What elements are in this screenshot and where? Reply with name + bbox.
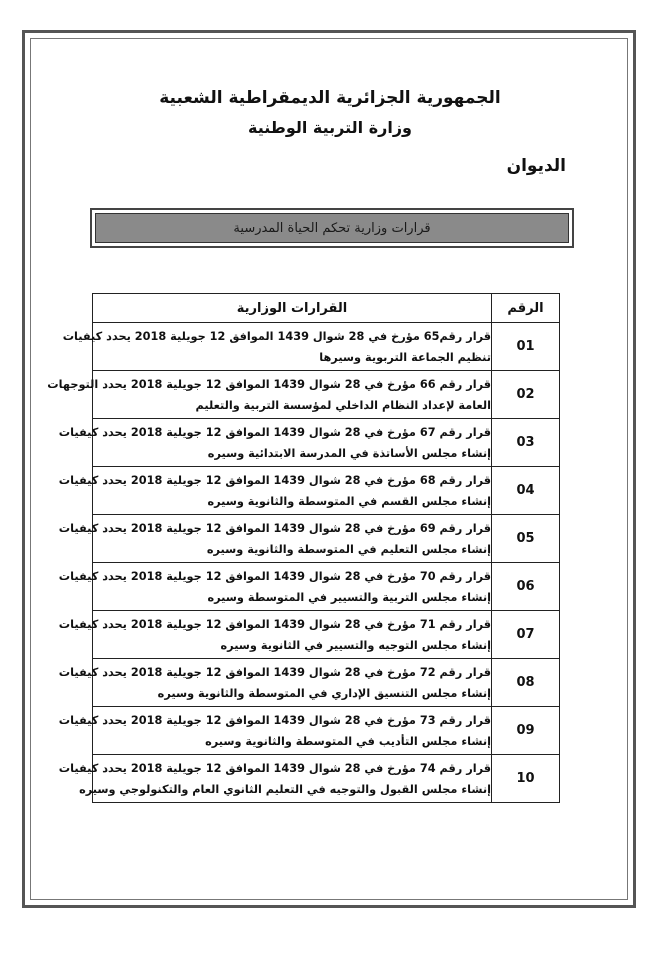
table-row <box>93 323 560 371</box>
decision-line-2: إنشاء مجلس التعليم في المتوسطة والثانوية وسيره <box>206 542 491 556</box>
table-row <box>93 467 560 515</box>
decision-line-1: قرار رقم65 مؤرخ في 28 شوال 1439 الموافق 12 جويلية 2018 يحدد كيفيات <box>62 329 491 343</box>
row-number: 02 <box>492 371 560 419</box>
decision-line-1: قرار رقم 74 مؤرخ في 28 شوال 1439 الموافق 12 جويلية 2018 يحدد كيفيات <box>58 761 491 775</box>
decision-line-1: قرار رقم 71 مؤرخ في 28 شوال 1439 الموافق 12 جويلية 2018 يحدد كيفيات <box>58 617 491 631</box>
row-decision <box>58 707 492 755</box>
table-body <box>47 323 560 803</box>
table-row <box>93 659 560 707</box>
row-number: 05 <box>492 515 560 563</box>
table-row <box>93 419 560 467</box>
row-number: 10 <box>492 755 560 803</box>
decision-line-2: إنشاء مجلس القسم في المتوسطة والثانوية وسيره <box>207 494 491 508</box>
row-decision <box>58 419 492 467</box>
row-number: 04 <box>492 467 560 515</box>
header-decisions: القرارات الوزارية <box>93 294 492 323</box>
row-number: 01 <box>492 323 560 371</box>
table-row <box>93 755 560 803</box>
decision-line-1: قرار رقم 70 مؤرخ في 28 شوال 1439 الموافق 12 جويلية 2018 يحدد كيفيات <box>58 569 491 583</box>
table-row <box>93 563 560 611</box>
decision-line-2: إنشاء مجلس الأساتذة في المدرسة الابتدائية وسيره <box>207 446 491 460</box>
row-number: 08 <box>492 659 560 707</box>
table-row <box>93 611 560 659</box>
office-label: الديوان <box>506 156 566 176</box>
row-decision <box>62 323 492 371</box>
decision-line-1: قرار رقم 72 مؤرخ في 28 شوال 1439 الموافق 12 جويلية 2018 يحدد كيفيات <box>58 665 491 679</box>
decision-line-2: إنشاء مجلس التوجيه والتسيير في الثانوية وسيره <box>220 638 491 652</box>
table-header-row <box>93 294 560 323</box>
row-decision <box>58 659 492 707</box>
row-decision <box>47 371 492 419</box>
table-row <box>93 707 560 755</box>
table-row <box>93 515 560 563</box>
table-row <box>93 371 560 419</box>
decision-line-2: إنشاء مجلس التربية والتسيير في المتوسطة وسيره <box>207 590 491 604</box>
row-number: 09 <box>492 707 560 755</box>
decision-line-1: قرار رقم 67 مؤرخ في 28 شوال 1439 الموافق 12 جويلية 2018 يحدد كيفيات <box>58 425 491 439</box>
decision-line-2: إنشاء مجلس القبول والتوجيه في التعليم الثانوي العام والتكنولوجي وسيره <box>79 782 491 796</box>
decision-line-2: إنشاء مجلس التنسيق الإداري في المتوسطة والثانوية وسيره <box>157 686 491 700</box>
decision-line-2: تنظيم الجماعة التربوية وسيرها <box>319 350 491 364</box>
decision-line-1: قرار رقم 66 مؤرخ في 28 شوال 1439 الموافق 12 جويلية 2018 يحدد التوجهات <box>47 377 491 391</box>
row-number: 06 <box>492 563 560 611</box>
decision-line-2: إنشاء مجلس التأديب في المتوسطة والثانوية وسيره <box>205 734 491 748</box>
title-banner <box>90 208 574 248</box>
header-number: الرقم <box>492 294 560 323</box>
decisions-table <box>47 293 560 803</box>
row-decision <box>58 755 492 803</box>
row-decision <box>58 467 492 515</box>
decision-line-1: قرار رقم 68 مؤرخ في 28 شوال 1439 الموافق 12 جويلية 2018 يحدد كيفيات <box>58 473 491 487</box>
ministry-heading: وزارة التربية الوطنية <box>247 118 412 137</box>
republic-heading: الجمهورية الجزائرية الديمقراطية الشعبية <box>159 88 501 108</box>
decision-line-1: قرار رقم 69 مؤرخ في 28 شوال 1439 الموافق 12 جويلية 2018 يحدد كيفيات <box>58 521 491 535</box>
decision-line-1: قرار رقم 73 مؤرخ في 28 شوال 1439 الموافق 12 جويلية 2018 يحدد كيفيات <box>58 713 491 727</box>
decision-line-2: العامة لإعداد النظام الداخلي لمؤسسة التربية والتعليم <box>195 398 491 412</box>
row-number: 03 <box>492 419 560 467</box>
banner-title: قرارات وزارية تحكم الحياة المدرسية <box>95 213 569 243</box>
row-decision <box>58 563 492 611</box>
row-number: 07 <box>492 611 560 659</box>
row-decision <box>58 515 492 563</box>
row-decision <box>58 611 492 659</box>
